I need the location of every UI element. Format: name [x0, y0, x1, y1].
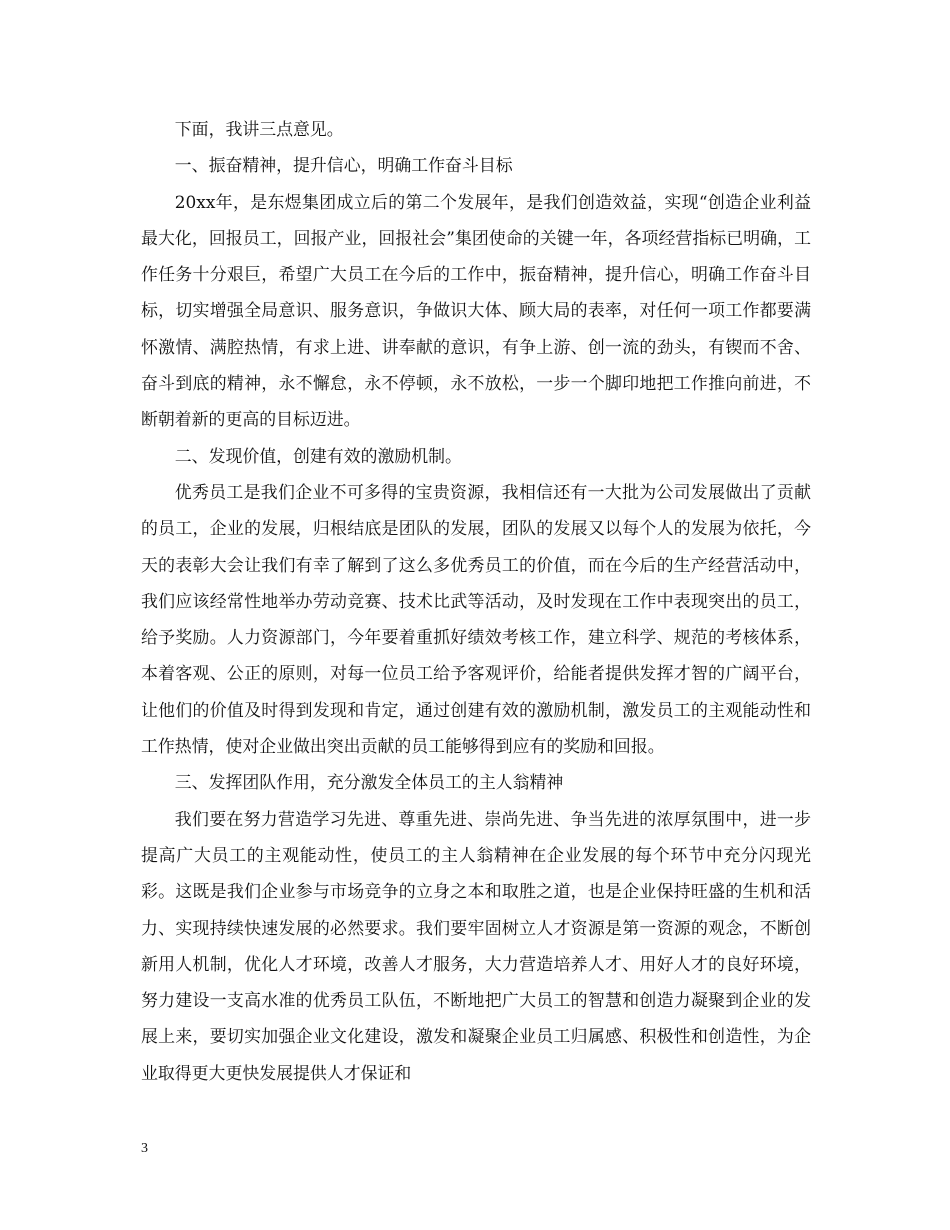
heading-section-three: 三、发挥团队作用，充分激发全体员工的主人翁精神: [174, 772, 564, 793]
heading-section-two: 二、发现价值，创建有效的激励机制。: [174, 445, 462, 466]
page-number: 3: [141, 1141, 148, 1156]
paragraph-section-three: 我们要在努力营造学习先进、尊重先进、崇尚先进、争当先进的浓厚氛围中，进一步提高广大员工的主观能动性，使员工的主人翁精神在企业发展的每个环节中充分闪现光彩。这既是我们企业参与市场竞争的立身之本和取胜之道，也是企业保持旺盛的生机和活力、实现持续快速发展的必然要求。我们要牢固树立人才资源是第一资源的观念，不断创新用人机制，优化人才环境，改善人才服务，大力营造培养人才、用好人才的良好环境，努力建设一支高水准的优秀员工队伍，不断地把广大员工的智慧和创造力凝聚到企业的发展上来，要切实加强企业文化建设，激发和凝聚企业员工归属感、积极性和创造性，为企业取得更大更快发展提供人才保证和: [141, 808, 811, 1083]
paragraph-section-one: 20xx年，是东煜集团成立后的第二个发展年，是我们创造效益，实现“创造企业利益最大化，回报员工，回报产业，回报社会”集团使命的关键一年，各项经营指标已明确，工作任务十分艰巨，希望广大员工在今后的工作中，振奋精神，提升信心，明确工作奋斗目标，切实增强全局意识、服务意识，争做识大体、顾大局的表率，对任何一项工作都要满怀激情、满腔热情，有求上进、讲奉献的意识，有争上游、创一流的劲头，有锲而不舍、奋斗到底的精神，永不懈怠，永不停顿，永不放松，一步一个脚印地把工作推向前进，不断朝着新的更高的目标迈进。: [141, 191, 811, 430]
document-body: [141, 111, 811, 1091]
paragraph-section-two: 优秀员工是我们企业不可多得的宝贵资源，我相信还有一大批为公司发展做出了贡献的员工，企业的发展，归根结底是团队的发展，团队的发展又以每个人的发展为依托，今天的表彰大会让我们有幸了解到了这么多优秀员工的价值，而在今后的生产经营活动中，我们应该经常性地举办劳动竞赛、技术比武等活动，及时发现在工作中表现突出的员工，给予奖励。人力资源部门，今年要着重抓好绩效考核工作，建立科学、规范的考核体系，本着客观、公正的原则，对每一位员工给予客观评价，给能者提供发挥才智的广阔平台，让他们的价值及时得到发现和肯定，通过创建有效的激励机制，激发员工的主观能动性和工作热情，使对企业做出突出贡献的员工能够得到应有的奖励和回报。: [141, 481, 811, 757]
paragraph-intro: 下面，我讲三点意见。: [174, 119, 344, 139]
heading-section-one: 一、振奋精神，提升信心，明确工作奋斗目标: [174, 155, 513, 176]
